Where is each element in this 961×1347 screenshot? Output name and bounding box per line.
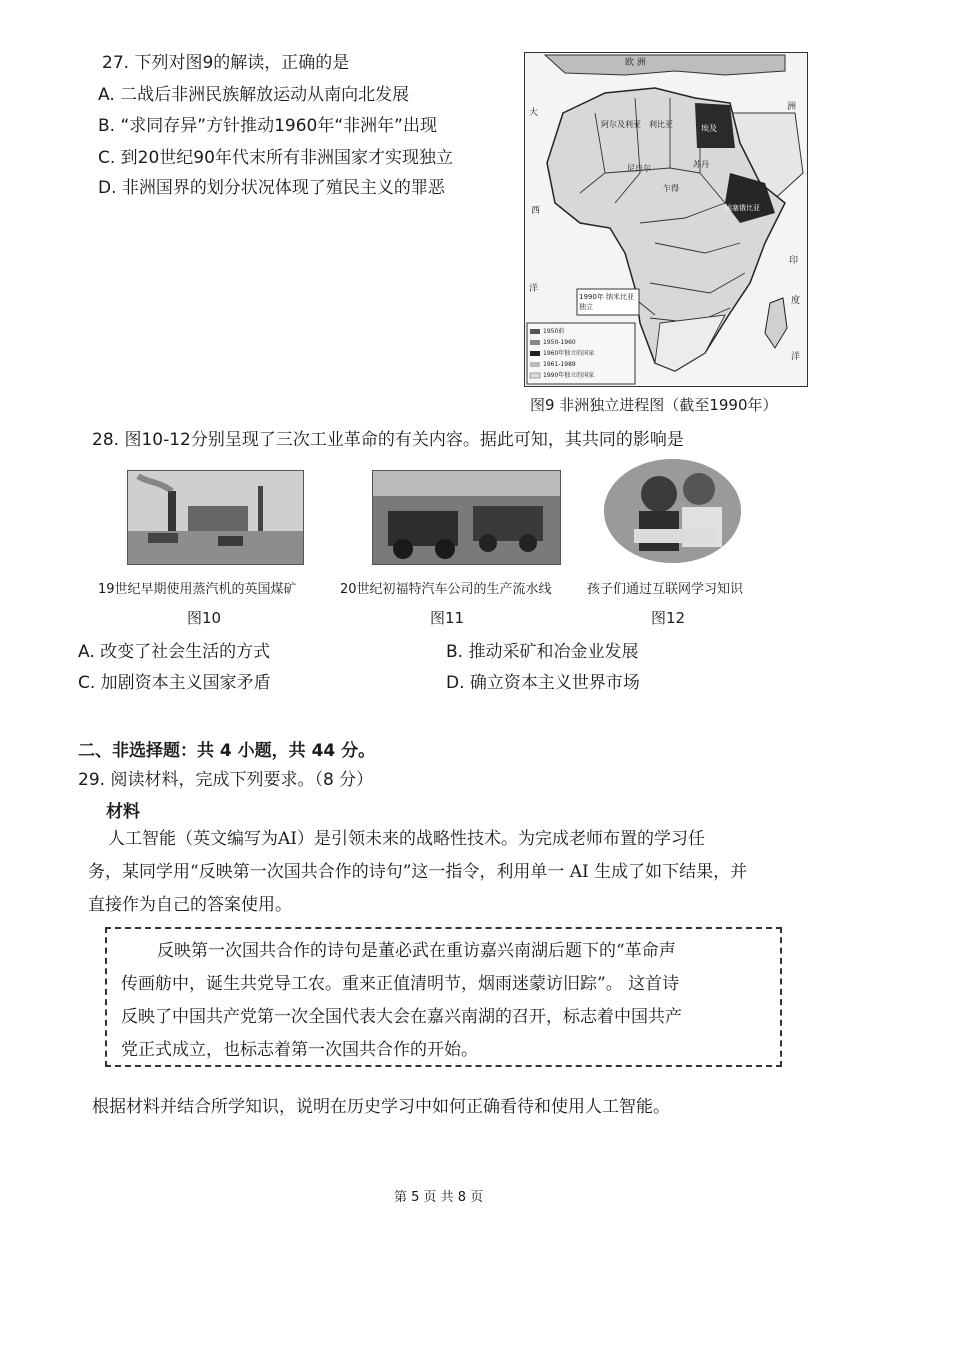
children-internet-illustration bbox=[604, 459, 741, 563]
coal-mine-illustration bbox=[128, 471, 303, 564]
figure-10-photo bbox=[127, 470, 304, 565]
map-label-10: 苏丹 bbox=[693, 160, 709, 169]
map-callout-namibia: 1990年 纳米比亚独立 bbox=[579, 293, 635, 311]
map-label-1: 洲 bbox=[787, 102, 797, 112]
q29-material-title: 材料 bbox=[106, 802, 140, 822]
ai-answer-line-1: 传画舫中，诞生共党导工农。重来正值清明节，烟雨迷蒙访旧踪”。 这首诗 bbox=[121, 974, 680, 994]
q27-option-d: D. 非洲国界的划分状况体现了殖民主义的罪恶 bbox=[98, 178, 445, 198]
material-line-1: 务，某同学用“反映第一次国共合作的诗句”这一指令，利用单一 AI 生成了如下结果，并 bbox=[88, 862, 748, 882]
figure-11-label: 图11 bbox=[430, 609, 465, 627]
page-indicator: 第 5 页 共 8 页 bbox=[394, 1190, 484, 1205]
q27-option-a: A. 二战后非洲民族解放运动从南向北发展 bbox=[98, 85, 410, 105]
material-line-0: 人工智能（英文编写为AI）是引领未来的战略性技术。为完成老师布置的学习任 bbox=[108, 829, 705, 849]
map-legend bbox=[543, 326, 594, 381]
figure-11-caption: 20世纪初福特汽车公司的生产流水线 bbox=[340, 582, 552, 597]
legend-item-0: 1950前 bbox=[543, 328, 565, 335]
figure-12-caption: 孩子们通过互联网学习知识 bbox=[587, 582, 744, 597]
map-label-11: 尼日尔 bbox=[627, 164, 651, 173]
map-label-9: 埃及 bbox=[701, 124, 717, 133]
map-label-2: 洋 bbox=[529, 284, 539, 294]
legend-item-4: 1990年独立的国家 bbox=[543, 372, 595, 379]
map-label-6: 西 bbox=[531, 206, 541, 216]
q27-stem: 27. 下列对图9的解读，正确的是 bbox=[102, 53, 350, 73]
q28-option-b: B. 推动采矿和冶金业发展 bbox=[446, 642, 639, 662]
ai-answer-line-0: 反映第一次国共合作的诗句是董必武在重访嘉兴南湖后题下的“革命声 bbox=[157, 941, 676, 961]
legend-item-3: 1961-1989 bbox=[543, 361, 576, 368]
map-label-4: 度 bbox=[791, 296, 801, 306]
q28-stem: 28. 图10-12分别呈现了三次工业革命的有关内容。据此可知，其共同的影响是 bbox=[92, 430, 684, 450]
assembly-line-illustration bbox=[373, 471, 560, 564]
figure-12-photo bbox=[604, 459, 741, 563]
figure-10-caption: 19世纪早期使用蒸汽机的英国煤矿 bbox=[98, 582, 297, 597]
figure-12-label: 图12 bbox=[651, 609, 686, 627]
q28-option-a: A. 改变了社会生活的方式 bbox=[78, 642, 271, 662]
material-line-2: 直接作为自己的答案使用。 bbox=[88, 895, 292, 915]
q28-option-d: D. 确立资本主义世界市场 bbox=[446, 673, 640, 693]
map-label-5: 洋 bbox=[791, 352, 801, 362]
legend-item-2: 1960年独立的国家 bbox=[543, 350, 595, 357]
map-label-12: 乍得 bbox=[663, 184, 679, 193]
q29-question: 根据材料并结合所学知识，说明在历史学习中如何正确看待和使用人工智能。 bbox=[92, 1097, 670, 1117]
map-label-8: 利比亚 bbox=[649, 120, 673, 129]
ai-answer-line-2: 反映了中国共产党第一次全国代表大会在嘉兴南湖的召开，标志着中国共产 bbox=[121, 1007, 682, 1027]
map-label-13: 埃塞俄比亚 bbox=[725, 204, 760, 212]
map-label-3: 印 bbox=[789, 256, 799, 266]
q29-material-text bbox=[88, 823, 828, 922]
africa-independence-map bbox=[524, 52, 808, 387]
q29-stem: 29. 阅读材料，完成下列要求。（8 分） bbox=[78, 770, 374, 790]
figure-9-caption: 图9 非洲独立进程图（截至1990年） bbox=[530, 396, 778, 414]
q27-option-b: B. “求同存异”方针推动1960年“非洲年”出现 bbox=[98, 116, 437, 136]
ai-answer-box bbox=[105, 927, 782, 1067]
map-label-7: 阿尔及利亚 bbox=[601, 120, 641, 129]
legend-item-1: 1950-1960 bbox=[543, 339, 576, 346]
section-2-heading: 二、非选择题：共 4 小题，共 44 分。 bbox=[78, 741, 376, 761]
q27-option-c: C. 到20世纪90年代末所有非洲国家才实现独立 bbox=[98, 148, 453, 168]
figure-10-label: 图10 bbox=[187, 609, 222, 627]
map-label-europe: 欧 洲 bbox=[625, 58, 646, 68]
ai-answer-line-3: 党正式成立，也标志着第一次国共合作的开始。 bbox=[121, 1040, 478, 1060]
figure-11-photo bbox=[372, 470, 561, 565]
map-label-0: 大 bbox=[529, 108, 539, 118]
q28-option-c: C. 加剧资本主义国家矛盾 bbox=[78, 673, 271, 693]
